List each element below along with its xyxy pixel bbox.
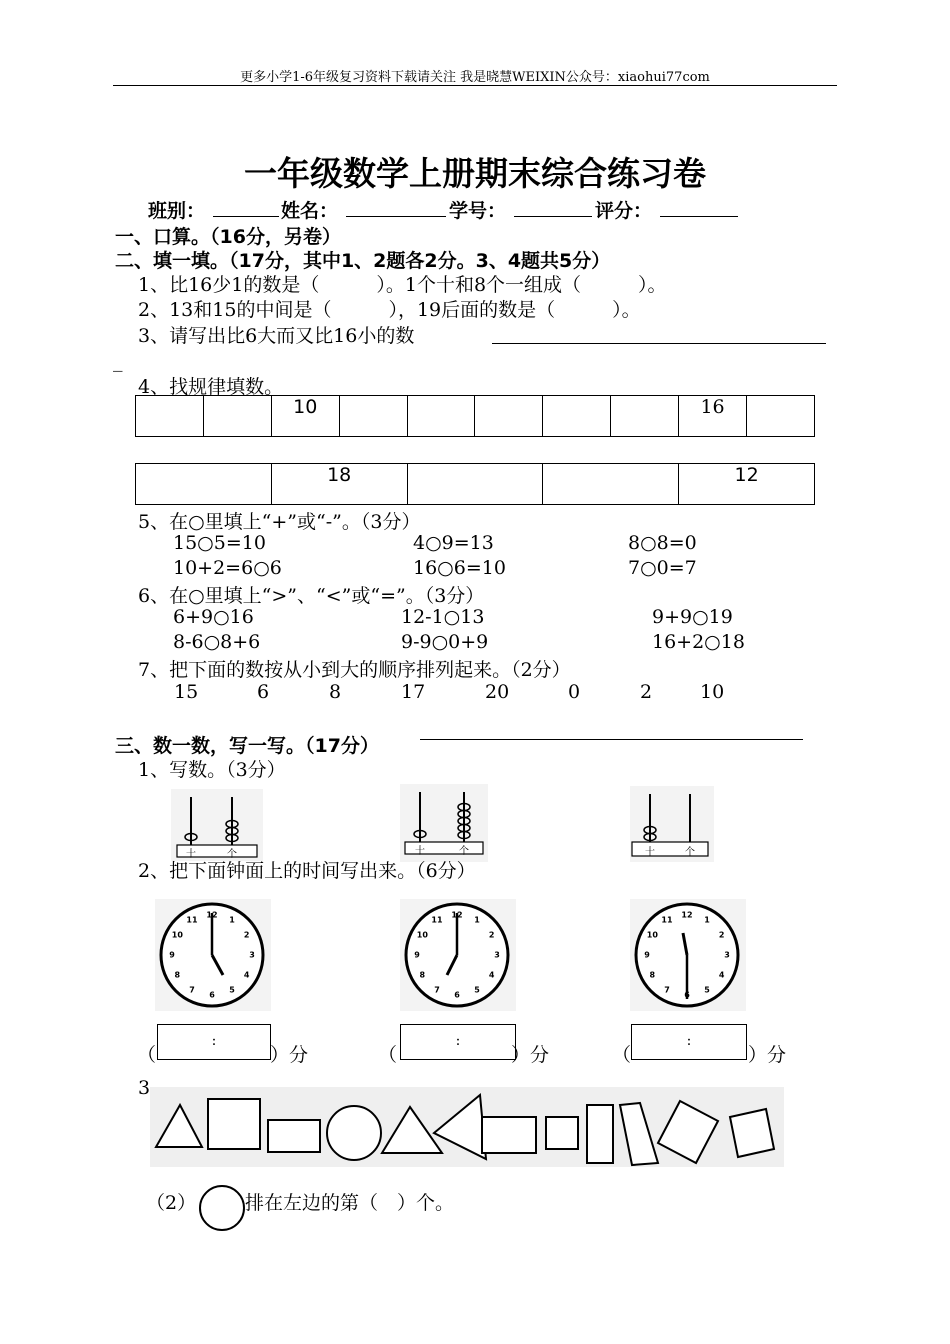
section-2-heading: 二、填一填。（17分，其中1、2题各2分。3、4题共5分） (115, 250, 611, 272)
clock-2-numbers (400, 899, 516, 1011)
shapes-svg (150, 1087, 784, 1167)
clock-number: 4 (488, 970, 495, 980)
q6-item[interactable]: 12-1○13 (401, 606, 485, 628)
abacus-tens-label: 十 (645, 847, 655, 858)
circle-shape (327, 1106, 381, 1160)
q7-number: 15 (174, 681, 199, 703)
question-2-7-answer-line[interactable] (420, 739, 803, 740)
question-3-1: 1、写数。（3分） (138, 759, 286, 781)
clock-number: 4 (243, 970, 250, 980)
class-label: 班别： (148, 200, 206, 222)
clock-1-minute-label: ）分 (270, 1044, 309, 1066)
abacus-ones-label: 个 (685, 847, 695, 858)
clock-number: 8 (419, 970, 426, 980)
q7-number: 17 (401, 681, 426, 703)
clock-number: 1 (704, 915, 710, 925)
clock-number: 2 (243, 930, 250, 940)
clock-number: 11 (431, 915, 443, 925)
q5-item[interactable]: 8○8=0 (628, 532, 697, 554)
abacus-2 (400, 784, 488, 862)
clock-number: 6 (209, 990, 215, 1000)
q6-item[interactable]: 6+9○16 (173, 606, 254, 628)
clock-number: 10 (416, 930, 428, 940)
question-2-3-dash: _ (113, 350, 123, 372)
clock-1-numbers (155, 899, 271, 1011)
question-2-2: 2、13和15的中间是（ ），19后面的数是（ ）。 (138, 299, 641, 321)
square-shape (658, 1101, 718, 1163)
seq2-cell[interactable] (407, 464, 543, 505)
clock-number: 12 (451, 910, 463, 920)
abacus-tens-label: 十 (415, 846, 425, 857)
clock-number: 1 (474, 915, 480, 925)
seq1-cell[interactable] (475, 396, 543, 437)
name-field[interactable] (346, 216, 446, 217)
triangle-shape (434, 1095, 486, 1159)
seq1-cell[interactable] (339, 396, 407, 437)
q5-item[interactable]: 4○9=13 (413, 532, 494, 554)
abacus-3 (630, 786, 714, 862)
clock-number: 10 (171, 930, 183, 940)
clock-number: 9 (169, 950, 175, 960)
q7-number: 6 (257, 681, 270, 703)
clock-number: 7 (189, 985, 195, 995)
clock-number: 6 (684, 990, 690, 1000)
abacus-1 (171, 789, 263, 861)
class-field[interactable] (213, 216, 279, 217)
question-2-5: 5、在○里填上“+”或“-”。（3分） (138, 511, 421, 533)
clock-2-colon: : (455, 1033, 461, 1049)
q5-item[interactable]: 16○6=10 (413, 557, 506, 579)
seq1-cell[interactable] (203, 396, 271, 437)
abacus-1-svg (171, 789, 263, 861)
q6-item[interactable]: 9-9○0+9 (401, 631, 489, 653)
clock-number: 2 (718, 930, 725, 940)
clock-number: 8 (174, 970, 181, 980)
score-label: 评分： (595, 200, 653, 222)
clock-number: 10 (646, 930, 658, 940)
clock-3-colon: : (686, 1033, 692, 1049)
clock-number: 4 (718, 970, 725, 980)
question-2-4: 4、找规律填数。 (138, 376, 284, 398)
q6-item[interactable]: 9+9○19 (652, 606, 733, 628)
question-3-3-sub2-text: 排在左边的第（ ）个。 (245, 1192, 455, 1214)
clock-number: 9 (644, 950, 650, 960)
square-shape (546, 1117, 578, 1149)
seq1-cell[interactable] (747, 396, 815, 437)
id-label: 学号： (449, 200, 507, 222)
shapes-strip (150, 1087, 784, 1167)
rectangle-shape (587, 1105, 613, 1163)
clock-number: 5 (474, 985, 480, 995)
clock-number: 9 (414, 950, 420, 960)
clock-1-answer-box[interactable] (157, 1024, 271, 1060)
seq1-cell[interactable] (136, 396, 204, 437)
clock-number: 3 (494, 950, 500, 960)
square-shape (730, 1109, 774, 1157)
page-title: 一年级数学上册期末综合练习卷 (244, 154, 706, 193)
q7-number: 10 (700, 681, 725, 703)
clock-number: 2 (488, 930, 495, 940)
q5-item[interactable]: 15○5=10 (173, 532, 266, 554)
question-3-3-sub2-label: （2） (146, 1192, 197, 1214)
clock-number: 3 (249, 950, 255, 960)
clock-number: 3 (724, 950, 730, 960)
clock-3-answer-box[interactable] (631, 1024, 747, 1060)
abacus-ones-label: 个 (227, 849, 237, 860)
triangle-shape (382, 1107, 442, 1153)
q7-number: 8 (329, 681, 342, 703)
seq2-cell: 18 (271, 464, 407, 505)
page-header: 更多小学1-6年级复习资料下载请关注 我是晓慧WEIXIN公众号：xiaohui77com (240, 70, 710, 85)
clock-number: 8 (649, 970, 656, 980)
square-shape (208, 1099, 260, 1149)
seq2-cell[interactable] (543, 464, 679, 505)
sequence-table-2 (135, 463, 815, 505)
question-2-3: 3、请写出比6大而又比16小的数 (138, 325, 415, 347)
q7-number: 0 (568, 681, 581, 703)
seq2-cell[interactable] (136, 464, 272, 505)
seq1-cell[interactable] (407, 396, 475, 437)
q6-item[interactable]: 8-6○8+6 (173, 631, 261, 653)
id-field[interactable] (514, 216, 592, 217)
clock-number: 5 (229, 985, 235, 995)
clock-number: 11 (186, 915, 198, 925)
clock-number: 5 (704, 985, 710, 995)
seq1-cell[interactable] (611, 396, 679, 437)
q5-item[interactable]: 10+2=6○6 (173, 557, 282, 579)
sequence-table-1 (135, 395, 815, 437)
abacus-2-svg (400, 784, 488, 862)
seq1-cell: 10 (271, 396, 339, 437)
name-label: 姓名： (281, 200, 339, 222)
q6-item[interactable]: 16+2○18 (652, 631, 745, 653)
abacus-3-svg (630, 786, 714, 862)
clock-number: 12 (681, 910, 693, 920)
rectangle-shape (268, 1120, 320, 1152)
clock-3-minute-label: ）分 (748, 1044, 787, 1066)
rectangle-shape (482, 1117, 536, 1153)
clock-number: 7 (664, 985, 670, 995)
question-3-2: 2、把下面钟面上的时间写出来。（6分） (138, 860, 476, 882)
q5-item[interactable]: 7○0=7 (628, 557, 697, 579)
clock-2-left-paren: （ (378, 1044, 398, 1066)
question-3-3-number: 3 (138, 1077, 151, 1099)
clock-3-numbers (630, 899, 746, 1011)
clock-number: 12 (206, 910, 218, 920)
clock-2-answer-box[interactable] (400, 1024, 516, 1060)
quadrilateral-shape (620, 1103, 658, 1165)
question-2-3-answer-line[interactable] (492, 343, 826, 344)
clock-number: 11 (661, 915, 673, 925)
seq1-cell: 16 (679, 396, 747, 437)
question-2-1: 1、比16少1的数是（ ）。1个十和8个一组成（ ）。 (138, 274, 667, 296)
clock-number: 6 (454, 990, 460, 1000)
clock-3-left-paren: （ (612, 1044, 632, 1066)
abacus-tens-label: 十 (186, 849, 196, 860)
question-2-7: 7、把下面的数按从小到大的顺序排列起来。（2分） (138, 659, 571, 681)
clock-1-left-paren: （ (137, 1044, 157, 1066)
seq1-cell[interactable] (543, 396, 611, 437)
q7-number: 20 (485, 681, 510, 703)
clock-number: 7 (434, 985, 440, 995)
header-divider (113, 85, 837, 86)
clock-1-colon: : (211, 1033, 217, 1049)
question-2-6: 6、在○里填上“>”、“<”或“=”。（3分） (138, 585, 485, 607)
clock-2-minute-label: ）分 (511, 1044, 550, 1066)
section-3-heading: 三、数一数，写一写。（17分） (115, 735, 379, 757)
section-1-heading: 一、口算。（16分，另卷） (115, 226, 341, 248)
score-field[interactable] (660, 216, 738, 217)
seq2-cell: 12 (679, 464, 815, 505)
clock-number: 1 (229, 915, 235, 925)
triangle-shape (156, 1105, 202, 1147)
abacus-ones-label: 个 (459, 846, 469, 857)
circle-icon (199, 1185, 245, 1231)
q7-number: 2 (640, 681, 653, 703)
